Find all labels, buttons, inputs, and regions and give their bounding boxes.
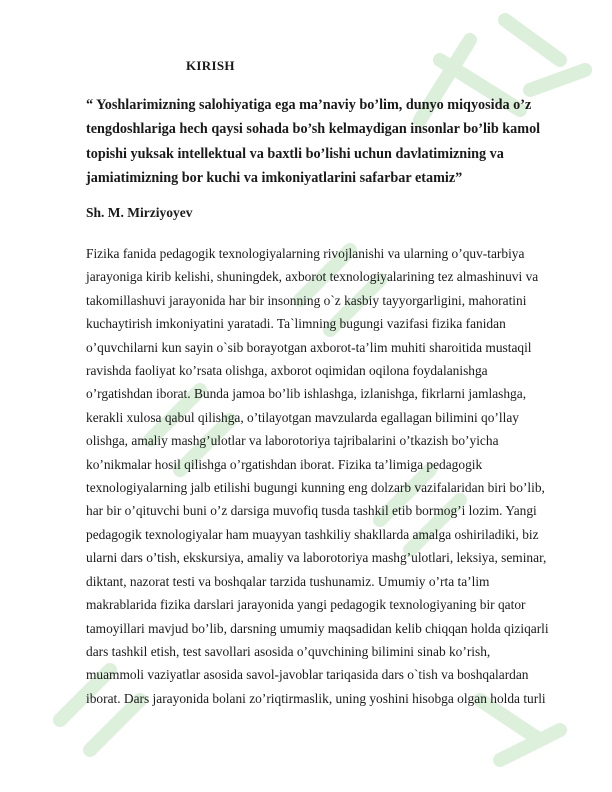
body-line: kuchaytirish imkoniyatini yaratadi. Ta`limning bugungi vazifasi fizika fanidan — [86, 316, 506, 332]
body-line: takomillashuvi jarayonida har bir insonning o`z kasbiy tayyorgarligini, mahoratini — [86, 292, 527, 308]
body-line: kerakli xulosa qabul qilishga, o’tilayotgan mavzularda egallagan bilimini qo’llay — [86, 409, 519, 425]
epigraph-line: topishi yuksak intellektual va baxtli bo’lishi uchun davlatimizning va — [86, 145, 504, 162]
body-line: har bir o’qituvchi buni o’z darsiga muvofiq tusda tashkil etib bormog’i lozim. Yangi — [86, 503, 537, 519]
body-line: dars tashkil etish, test savollari asosida o’quvchining bilimini sinab ko’rish, — [86, 643, 491, 659]
body-line: diktant, nazorat testi va boshqalar tarzida tushunamiz. Umumiy o’rta ta’lim — [86, 573, 490, 589]
body-line: makrablarida fizika darslari jarayonida yangi pedagogik texnologiyaning bir qator — [86, 597, 526, 613]
body-line: ularni dars o’tish, ekskursiya, amaliy va laborotoriya mashg’ulotlari, leksiya, seminar, — [86, 550, 547, 566]
watermark-stroke — [505, 20, 585, 90]
body-line: Fizika fanida pedagogik texnologiyalarning rivojlanishi va ularning o’quv-tarbiya — [86, 246, 525, 261]
epigraph-line: tengdoshlariga hech qaysi sohada bo’sh kelmaydigan insonlar bo’lib kamol — [86, 121, 541, 138]
body-line: muammoli vaziyatlar asosida savol-javoblar tariqasida dars o`tish va boshqalardan — [86, 667, 529, 683]
body-line: iborat. Dars jarayonida bolani zo’riqtirmaslik, uning yoshini hisobga olgan holda turli — [86, 690, 546, 706]
body-line: ravishda faoliyat ko’rsata olishga, axborot oqimidan oqilona foydalanishga — [86, 363, 488, 379]
section-heading: KIRISH — [186, 58, 235, 73]
body-line: o’rgatishdan iborat. Bunda jamoa bo’lib ishlashga, izlanishga, fikrlarni jamlashga, — [86, 386, 527, 402]
body-line: pedagogik texnologiyalar ham muayyan tashkiliy shakllarda amalga oshiriladiki, biz — [86, 526, 539, 542]
body-line: jarayoniga kirib kelishi, shuningdek, axborot texnologiyalarining tez almashinuvi va — [86, 269, 539, 285]
epigraph-line: “ Yoshlarimizning salohiyatiga ega ma’naviy bo’lim, dunyo miqyosida o’z — [86, 97, 532, 113]
body-paragraph — [86, 242, 572, 710]
body-line: olishga, amaliy mashg’ulotlar va laborotoriya tajribalarini o’tkazish bo’yicha — [86, 433, 499, 449]
epigraph-author: Sh. M. Mirziyoyev — [86, 205, 193, 220]
body-line: texnologiyalarning jalb etilishi bugungi kunning eng dolzarb vazifalaridan biri bo’lib, — [86, 480, 545, 496]
body-line: tamoyillari mavjud bo’lib, darsning umumiy maqsadidan kelib chiqqan holda qiziqarli — [86, 620, 549, 636]
body-line: ko’nikmalar hosil qilishga o’rgatishdan iborat. Fizika ta’limiga pedagogik — [86, 456, 483, 472]
epigraph-quote — [86, 93, 546, 191]
epigraph-line: jamiatimizning bor kuchi va imkoniyatlarini safarbar etamiz” — [86, 170, 463, 187]
body-line: o’quvchilarni kun sayin o`sib borayotgan axborot-ta’lim muhiti sharoitida mustaqil — [86, 339, 532, 355]
